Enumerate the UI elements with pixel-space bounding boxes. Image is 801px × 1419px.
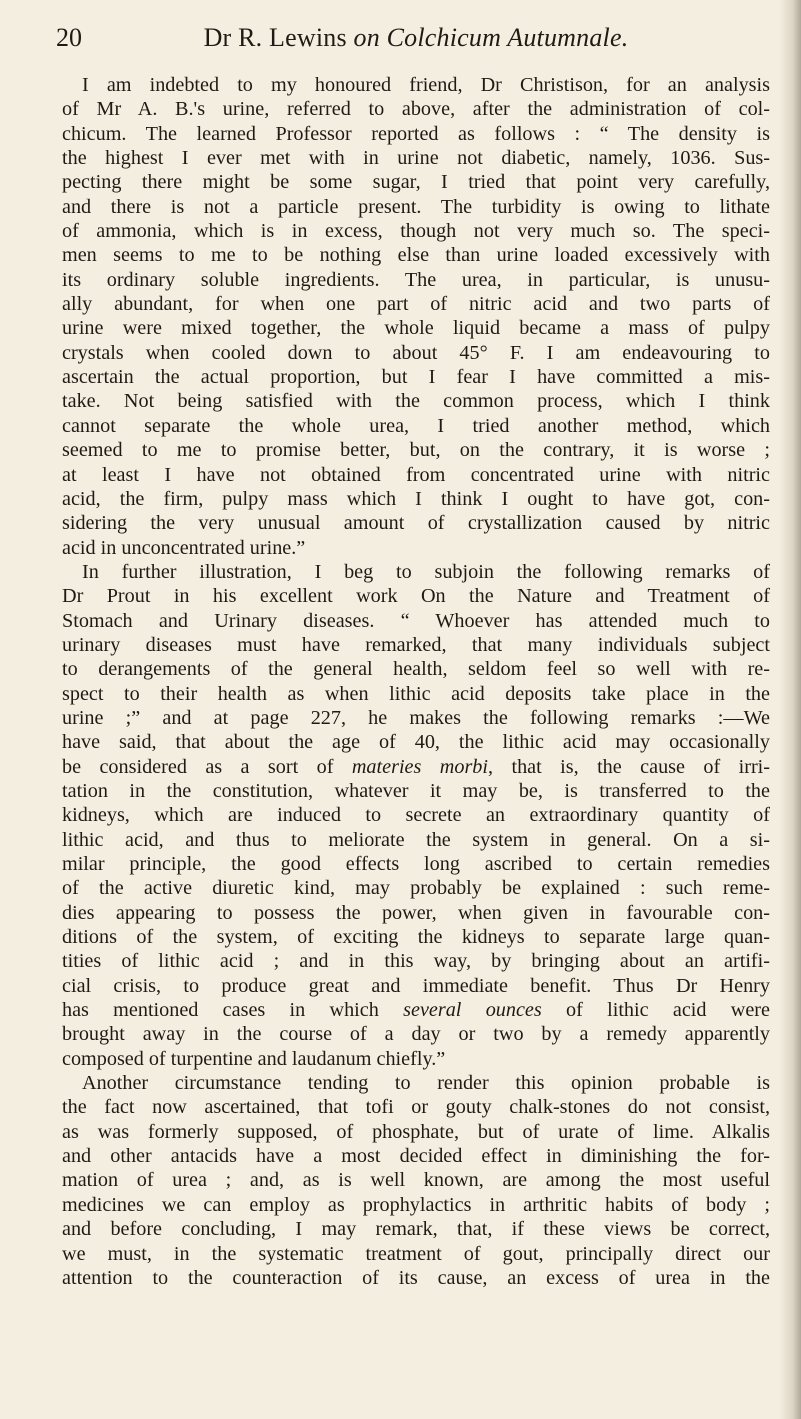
text-line: composed of turpentine and laudanum chiefly.” (62, 1047, 446, 1070)
text-line: mation of urea ; and, as is well known, are among the most useful (62, 1169, 770, 1192)
text-line: of Mr A. B.'s urine, referred to above, after the administration of col- (62, 98, 770, 121)
text-line: has mentioned cases in which several ounces of lithic acid were (62, 999, 770, 1022)
text-line: medicines we can employ as prophylactics in arthritic habits of body ; (62, 1193, 770, 1216)
text-line: dies appearing to possess the power, when given in favourable con- (62, 901, 770, 924)
text-line: ditions of the system, of exciting the kidneys to separate large quan- (62, 926, 770, 949)
text-line: lithic acid, and thus to meliorate the system in general. On a si- (62, 828, 770, 851)
text-line: urinary diseases must have remarked, that many individuals subject (62, 633, 770, 656)
text-line: Stomach and Urinary diseases. “ Whoever has attended much to (62, 609, 770, 632)
text-line: cial crisis, to produce great and immediate benefit. Thus Dr Henry (62, 974, 770, 997)
text-line: Dr Prout in his excellent work On the Nature and Treatment of (62, 585, 770, 608)
text-line: of ammonia, which is in excess, though not very much so. The speci- (62, 220, 770, 243)
page-number: 20 (56, 23, 82, 52)
text-line: seemed to me to promise better, but, on the contrary, it is worse ; (62, 439, 770, 462)
running-head-author: Dr R. Lewins (203, 23, 347, 52)
text-line: men seems to me to be nothing else than urine loaded excessively with (62, 244, 770, 267)
text-line: be considered as a sort of materies morbi, that is, the cause of irri- (62, 755, 770, 778)
text-line: sidering the very unusual amount of crystallization caused by nitric (62, 512, 770, 535)
text-line: spect to their health as when lithic acid deposits take place in the (62, 682, 770, 705)
text-line: the fact now ascertained, that tofi or gouty chalk-stones do not consist, (62, 1096, 770, 1119)
text-line: its ordinary soluble ingredients. The urea, in particular, is unusu- (62, 268, 770, 291)
text-line: pecting there might be some sugar, I tried that point very carefully, (62, 171, 770, 194)
text-line: Another circumstance tending to render this opinion probable is (82, 1072, 770, 1095)
text-line: attention to the counteraction of its cause, an excess of urea in the (62, 1266, 770, 1289)
text-line: tation in the constitution, whatever it may be, is transferred to the (62, 779, 770, 802)
text-line: tities of lithic acid ; and in this way, by bringing about an artifi- (62, 950, 770, 973)
running-head (56, 16, 776, 60)
text-line: we must, in the systematic treatment of gout, principally direct our (62, 1242, 770, 1265)
text-line: urine ;” and at page 227, he makes the following remarks :—We (62, 706, 770, 729)
text-line: at least I have not obtained from concentrated urine with nitric (62, 463, 770, 486)
body-text (62, 73, 770, 1290)
page-edge-shadow (779, 0, 801, 1419)
text-line: urine were mixed together, the whole liquid became a mass of pulpy (62, 317, 770, 340)
text-line: I am indebted to my honoured friend, Dr Christison, for an analysis (82, 74, 770, 96)
text-line: ascertain the actual proportion, but I fear I have committed a mis- (62, 366, 770, 389)
running-head-title: on Colchicum Autumnale. (353, 23, 629, 52)
text-line: brought away in the course of a day or two by a remedy apparently (62, 1023, 770, 1046)
text-line: ally abundant, for when one part of nitric acid and two parts of (62, 293, 770, 316)
text-line: and there is not a particle present. The turbidity is owing to lithate (62, 195, 770, 218)
text-line: to derangements of the general health, seldom feel so well with re- (62, 658, 770, 681)
text-line: acid in unconcentrated urine.” (62, 536, 306, 559)
text-line: as was formerly supposed, of phosphate, but of urate of lime. Alkalis (62, 1120, 770, 1143)
text-line: take. Not being satisfied with the common process, which I think (62, 390, 770, 413)
text-line: and other antacids have a most decided effect in diminishing the for- (62, 1145, 770, 1168)
text-line: chicum. The learned Professor reported as follows : “ The density is (62, 122, 770, 145)
text-line: cannot separate the whole urea, I tried another method, which (62, 414, 770, 437)
page-header (56, 16, 776, 60)
text-line: have said, that about the age of 40, the lithic acid may occasionally (62, 731, 770, 754)
text-line: kidneys, which are induced to secrete an extraordinary quantity of (62, 804, 770, 827)
text-line: the highest I ever met with in urine not diabetic, namely, 1036. Sus- (62, 147, 770, 170)
text-line: In further illustration, I beg to subjoin the following remarks of (82, 560, 770, 583)
text-line: of the active diuretic kind, may probably be explained : such reme- (62, 877, 770, 900)
text-line: and before concluding, I may remark, that, if these views be correct, (62, 1218, 770, 1241)
text-line: acid, the firm, pulpy mass which I think I ought to have got, con- (62, 487, 770, 510)
text-line: milar principle, the good effects long ascribed to certain remedies (62, 853, 770, 875)
text-line: crystals when cooled down to about 45° F. I am endeavouring to (62, 341, 770, 364)
